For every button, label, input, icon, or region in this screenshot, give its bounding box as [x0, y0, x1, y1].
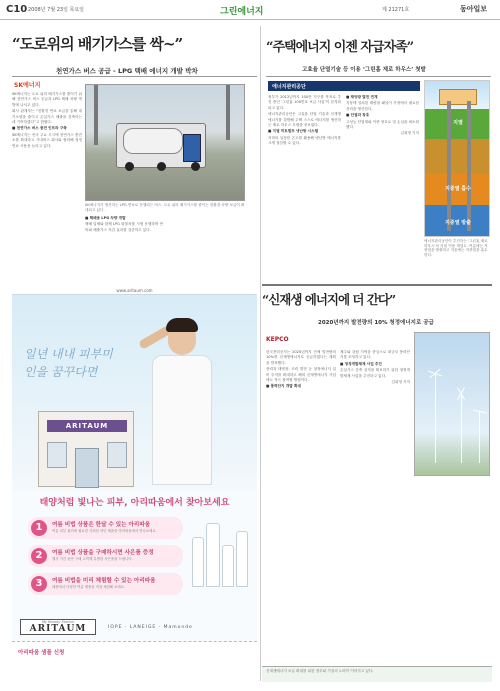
- issue-date: 2008년 7월 23일 목요일: [28, 7, 85, 13]
- promo-title: 여름 비법 상품을 구매하시면 사은품 증정: [52, 550, 154, 556]
- sk-energy-logo: SK에너지: [14, 82, 41, 89]
- cab: [183, 134, 201, 162]
- tank: [123, 128, 183, 154]
- wheel: [157, 162, 166, 171]
- turbine-mast: [479, 411, 480, 463]
- pipe: [226, 85, 230, 140]
- hair: [166, 318, 198, 332]
- ad-notice: [12, 641, 257, 686]
- page-number: C10: [6, 4, 28, 15]
- promo-desc: 여름 피부 관리에 필요한 자외선 차단 제품을 아리따움에서 만나보세요.: [52, 529, 157, 533]
- turbine-blade: [473, 410, 487, 413]
- paragraph: 풍력과 태양광, 조력 발전 등 청정에너지 설비 투자를 확대하고 해외 신재생에너지 사업에도 적극 참여할 방침이다.: [266, 367, 336, 383]
- section-heading: ■ 천연가스 버스 충전 인프라 구축: [12, 126, 67, 131]
- promo-desc: 매장에서 다양한 여름 제품을 직접 체험해 보세요.: [52, 585, 126, 589]
- promo-number: 1: [31, 520, 47, 536]
- right-top-body-col2: [346, 95, 419, 281]
- paragraph: 지붕에 설치된 태양광 패널이 가정에서 필요한 전력을 생산한다.: [346, 101, 419, 111]
- newspaper-name: 동아일보: [460, 5, 488, 13]
- section-heading: ■ 풍력단지 개발 확대: [266, 384, 301, 389]
- promo-number: 3: [31, 576, 47, 592]
- divider: [262, 284, 492, 286]
- bottle: [192, 537, 204, 587]
- edition-number: 제 21271호: [382, 7, 410, 13]
- left-headline: “도로위의 배기가스를 싹~”: [12, 35, 183, 53]
- ad-website: www.aritaum.com: [116, 288, 153, 293]
- promo-title: 여름 비법 상품은 한달 수 있는 아리따움: [52, 522, 151, 528]
- paragraph: 회사 관계자는 “친환경 연료 보급을 통해 대기오염을 줄이고 온실가스 배출을 감축하는 데 기여하겠다”고 밝혔다.: [12, 109, 82, 125]
- store-illustration: [38, 411, 134, 487]
- footer-note: 신재생에너지 보급 확대를 위한 정부와 기업의 노력이 이어지고 있다.: [262, 666, 492, 682]
- paragraph: SK에너지는 도로 위의 배기가스를 줄이기 위해 천연가스 버스 공급과 LPG 택배 차량 개발에 나서고 있다.: [12, 92, 82, 107]
- bottle: [206, 523, 220, 587]
- soil-band: [425, 139, 490, 173]
- brand-slogan: My Beauty Station: [41, 620, 75, 624]
- paragraph: 정부가 2012년까지 100만 가구를 목표로 추진 중인 ‘그린홈 100만호 보급 사업’이 본격화되고 있다.: [268, 95, 341, 110]
- kemco-logo: 에너지관리공단: [268, 81, 420, 91]
- aritaum-ad: [12, 294, 257, 686]
- paragraph: 한국전력공사는 2020년까지 전체 발전량의 10%를 신재생에너지로 공급하겠다는 계획을 발표했다.: [266, 350, 336, 365]
- diagram-label: 지중열 방출: [445, 220, 471, 226]
- diagram-label: 지중열 흡수: [445, 186, 471, 192]
- page-header: [0, 0, 500, 20]
- truck: [116, 123, 206, 168]
- diagram-label: 지열: [453, 120, 463, 126]
- promo-item: [28, 517, 183, 539]
- byline: 김희영 기자: [391, 380, 410, 385]
- section-heading: ■ 택배용 LPG 차량 개발: [85, 216, 126, 220]
- right-top-subhead: 고효율 단열기술 등 이용 ‘그린홈 제로 하우스’ 첫발: [302, 67, 426, 73]
- divider: [266, 76, 491, 77]
- store-sign: ARITAUM: [47, 420, 127, 432]
- ad-tagline: 태양처럼 빛나는 피부, 아리따움에서 찾아보세요: [39, 498, 230, 508]
- wheel: [125, 162, 134, 171]
- promo-number: 2: [31, 548, 47, 564]
- diagram-caption: 에너지관리공단이 추진하는 ‘그린홈 제로 하우스’의 지열 이용 개념도. 여름에는 지중열을 방출하고 겨울에는 지중열을 흡수한다.: [424, 239, 488, 257]
- aritaum-logo: [20, 619, 96, 635]
- notice-title: 아리따움 샘플 신청: [18, 650, 65, 656]
- photo-caption: SK에너지가 생산하는 LPG 연료로 운행되는 버스. 도로 위의 배기가스를 줄이는 친환경 차량 보급이 확대되고 있다.: [85, 203, 245, 212]
- house-icon: [439, 89, 477, 105]
- paragraph: SK에너지는 전국 주요 도시에 천연가스 충전소를 확대하고 시내버스 회사와 협력해 청정 연료 사용을 늘리고 있다.: [12, 132, 82, 148]
- geothermal-diagram: [424, 80, 490, 237]
- paragraph: 택배 업체와 함께 LPG 화물차를 시범 운행하며 연비와 배출가스 저감 효과를 검증하고 있다.: [85, 222, 163, 232]
- right-top-body-col1: [268, 95, 341, 281]
- brand-name: ARITAUM: [29, 624, 87, 634]
- left-article-body-col1: [12, 92, 82, 285]
- brand-list: IOPE · LANEIGE · Mamonde: [108, 625, 193, 630]
- ad-script-text: 일년 내내 피부미인을 꿈꾸다면: [24, 347, 113, 379]
- pipe: [94, 85, 98, 145]
- right-bottom-body-col1: [266, 350, 336, 662]
- paragraph: 온실가스 감축 실적을 확보하기 위한 청정개발체제 사업을 추진하고 있다.: [340, 368, 410, 378]
- turbine-mast: [435, 373, 436, 463]
- model-figure: [122, 315, 232, 485]
- paragraph: 제주와 강원 지역을 중심으로 대규모 풍력단지를 조성하고 있다.: [340, 350, 410, 360]
- truck-photo: [85, 84, 245, 201]
- paragraph: 고성능 단열재와 이중 창호로 열 손실을 최소화했다.: [346, 119, 419, 130]
- wind-farm-photo: [414, 332, 490, 476]
- window: [47, 442, 67, 468]
- product-bottles: [190, 517, 250, 587]
- right-bottom-headline: “신재생 에너지에 더 간다”: [262, 292, 396, 307]
- section-title: 그린에너지: [220, 7, 264, 17]
- promo-desc: 행사 기간 동안 구매 고객께 특별한 사은품을 드립니다.: [52, 557, 133, 561]
- bottle: [236, 531, 248, 587]
- paragraph: 에너지관리공단은 고효율 단열 기술과 신재생에너지를 결합해 주택 스스로 에너지를 생산하는 제로 하우스 모델을 선보였다.: [268, 112, 341, 128]
- promo-item: [28, 573, 183, 595]
- wheel: [191, 162, 200, 171]
- door: [75, 448, 99, 488]
- right-bottom-body-col2: [340, 350, 410, 662]
- kepco-logo: KEPCO: [266, 336, 289, 343]
- left-article-body-col2: [85, 216, 163, 284]
- bottle: [222, 545, 234, 587]
- section-heading: ■ 태양광 발전 연계: [346, 95, 378, 99]
- section-heading: ■ 지열 히트펌프 냉난방 시스템: [268, 129, 319, 134]
- column-divider: [260, 26, 261, 681]
- promo-item: [28, 545, 183, 567]
- right-top-headline: “주택에너지 이젠 자급자족”: [266, 40, 414, 55]
- promo-title: 여름 비법을 미리 체험할 수 있는 아리따움: [52, 578, 156, 584]
- left-subhead: 천연가스 버스 공급 - LPG 택배 에너지 개발 박차: [56, 67, 198, 75]
- turbine-mast: [461, 393, 462, 463]
- window: [107, 442, 127, 468]
- shirt: [152, 355, 212, 485]
- divider: [12, 76, 257, 77]
- section-heading: ■ 단열과 창호: [346, 113, 370, 118]
- section-heading: ■ 청정개발체제 사업 추진: [340, 361, 382, 366]
- right-bottom-subhead: 2020년까지 발전량의 10% 청정에너지로 공급: [318, 320, 434, 326]
- paragraph: 지하의 일정한 온도를 활용해 냉난방 에너지를 크게 절감할 수 있다.: [268, 135, 341, 146]
- byline: 김희영 기자: [400, 131, 419, 136]
